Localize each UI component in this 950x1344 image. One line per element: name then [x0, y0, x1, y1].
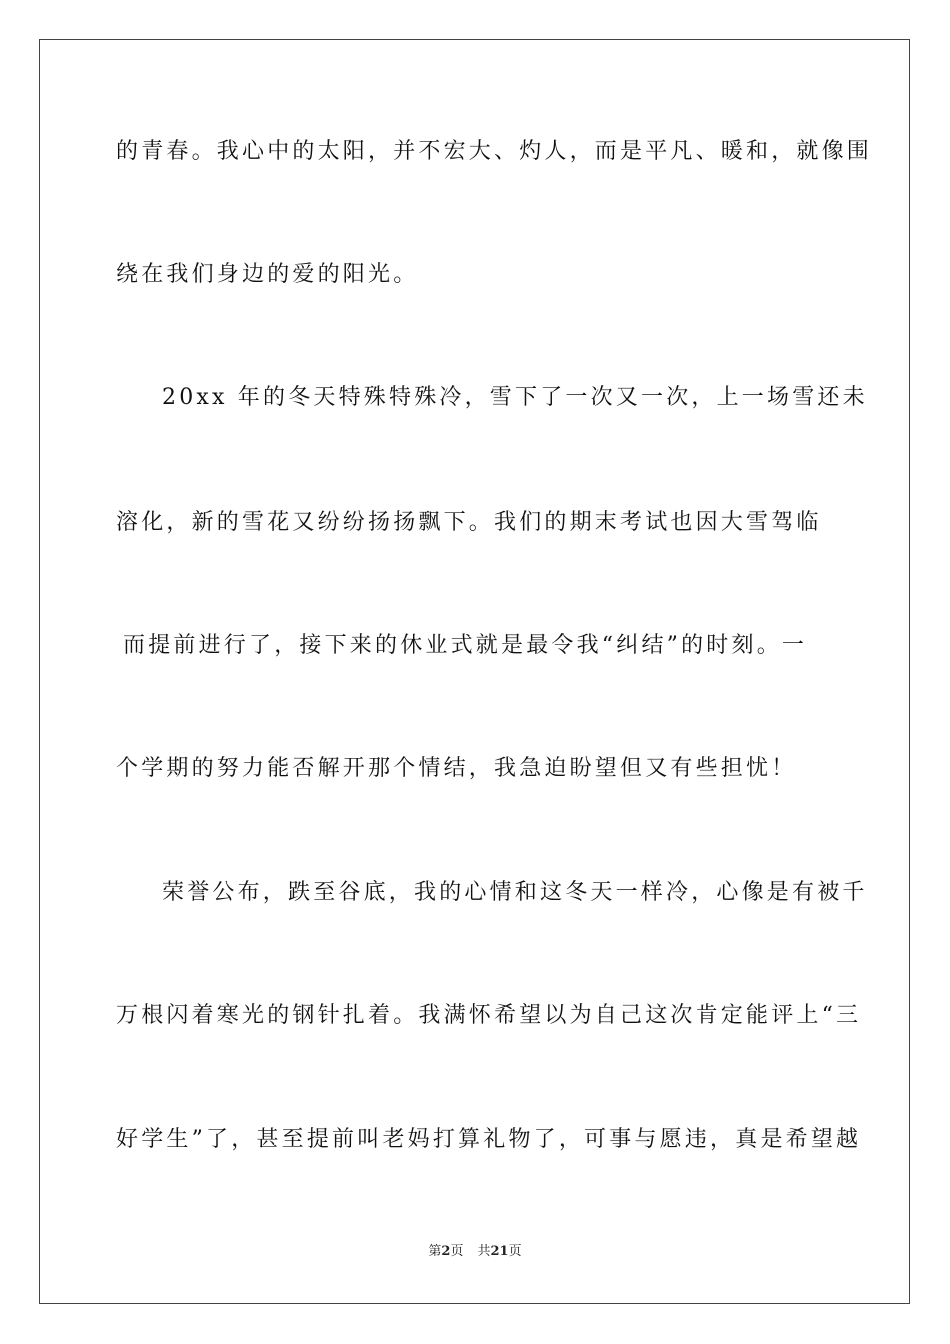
total-pages: 21 — [490, 1244, 509, 1259]
text-line-5: 而提前进行了，接下来的休业式就是最令我“纠结”的时刻。一 — [123, 633, 808, 658]
text-line-2: 绕在我们身边的爱的阳光。 — [116, 262, 419, 287]
text-line-7: 荣誉公布，跌至谷底，我的心情和这冬天一样冷，心像是有被千 — [162, 880, 868, 905]
total-prefix: 共 — [477, 1244, 491, 1259]
text-line-4: 溶化，新的雪花又纷纷扬扬飘下。我们的期末考试也因大雪驾临 — [116, 510, 822, 535]
text-line-1: 的青春。我心中的太阳，并不宏大、灼人，而是平凡、暖和，就像围 — [116, 139, 873, 164]
page-suffix: 页 — [450, 1244, 464, 1259]
text-line-8: 万根闪着寒光的钢针扎着。我满怀希望以为自己这次肯定能评上“三 — [116, 1003, 862, 1028]
text-line-9: 好学生”了，甚至提前叫老妈打算礼物了，可事与愿违，真是希望越 — [116, 1127, 862, 1152]
total-suffix: 页 — [508, 1244, 522, 1259]
page-number: 2 — [441, 1244, 451, 1259]
text-line-6: 个学期的努力能否解开那个情结，我急迫盼望但又有些担忧！ — [116, 756, 797, 781]
page-frame — [39, 39, 910, 1304]
text-line-3: 20xx 年的冬天特殊特殊冷，雪下了一次又一次，上一场雪还未 — [162, 385, 868, 410]
page-footer — [0, 1243, 950, 1261]
page-prefix: 第 — [428, 1244, 442, 1259]
